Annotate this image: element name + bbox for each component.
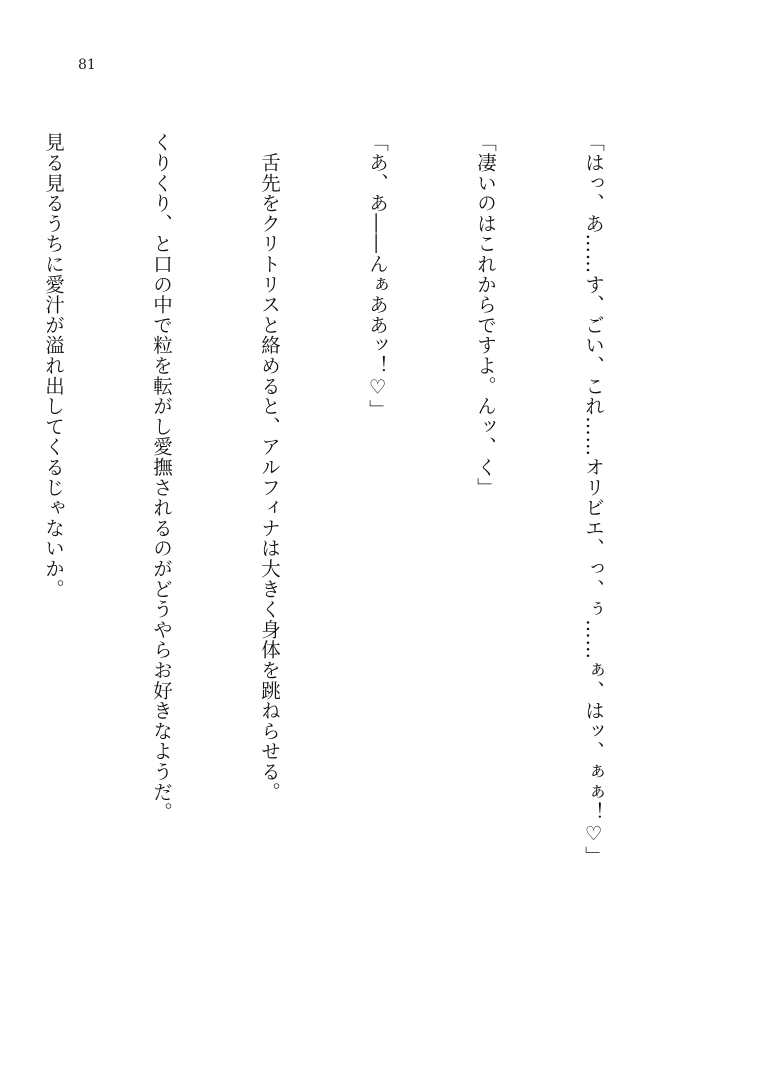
text-line: 舌先をクリトリスと絡めると、アルフィナは大きく身体を跳ねらせる。 xyxy=(258,132,281,802)
novel-body-text xyxy=(42,132,683,992)
text-line: 見る見るうちに愛汁が溢れ出してくるじゃないか。 xyxy=(42,132,65,599)
text-line: 「あ、あ――んぁああッ！♡」 xyxy=(366,132,389,420)
text-line: くりくり、と口の中で粒を転がし愛撫されるのがどうやらお好きなようだ。 xyxy=(150,132,173,823)
page-number: 81 xyxy=(78,57,96,73)
text-line: 「凄いのはこれからですよ。んッ、く」 xyxy=(474,132,497,498)
text-line: 「はっ、あ……す、ごい、これ……オリビエ、っ、ぅ……ぁ、はッ、ぁぁ！♡」 xyxy=(582,132,605,867)
